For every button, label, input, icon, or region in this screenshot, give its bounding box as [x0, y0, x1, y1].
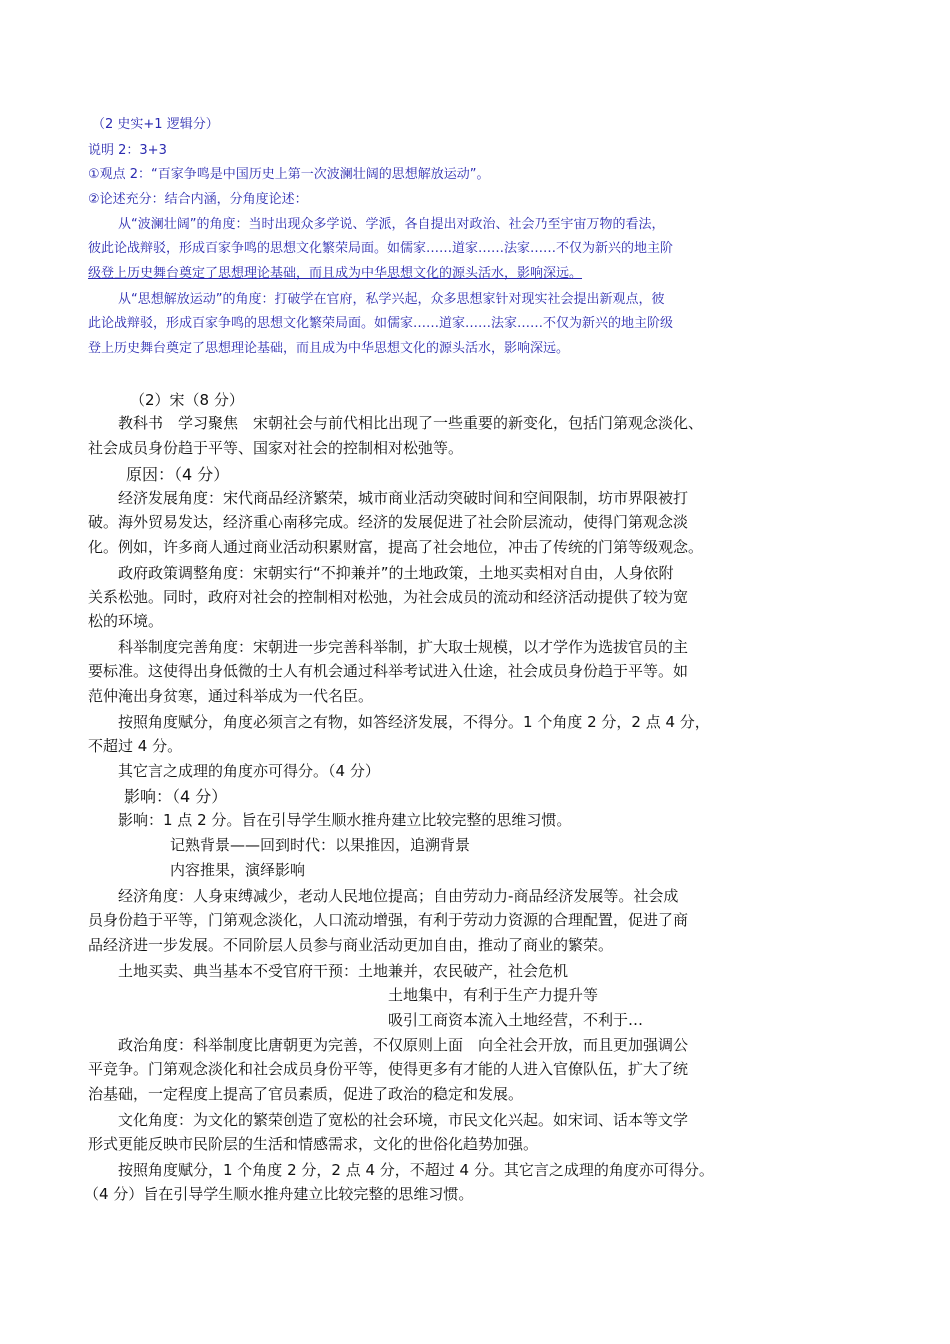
cause-title: 原因：（4 分）: [126, 465, 230, 484]
score2-line: （4 分）旨在引导学生顺水推舟建立比较完整的思维习惯。: [84, 1185, 474, 1203]
econ-line: 破。海外贸易发达，经济重心南移完成。经济的发展促进了社会阶层流动，使得门第观念淡: [88, 513, 689, 531]
culture-line: 形式更能反映市民阶层的生活和情感需求，文化的世俗化趋势加强。: [88, 1135, 539, 1153]
policy-line: 政府政策调整角度：宋朝实行“不抑兼并”的土地政策，土地买卖相对自由，人身依附: [118, 564, 674, 582]
econ2-line: 员身份趋于平等，门第观念淡化，人口流动增强，有利于劳动力资源的合理配置，促进了商: [88, 911, 689, 929]
econ-line: 经济发展角度：宋代商品经济繁荣，城市商业活动突破时间和空间限制，坊市界限被打: [118, 489, 689, 507]
focus-line: 教科书 学习聚焦 宋朝社会与前代相比出现了一些重要的新变化，包括门第观念淡化、: [118, 414, 704, 432]
para2-line: 从“思想解放运动”的角度：打破学在官府，私学兴起，众多思想家针对现实社会提出新观点，彼: [118, 292, 665, 307]
para2-line: 此论战辩驳，形成百家争鸣的思想文化繁荣局面。如儒家……道家……法家……不仅为新兴的地主阶级: [88, 316, 674, 331]
exam-line: 范仲淹出身贫寒，通过科举成为一代名臣。: [88, 687, 374, 705]
land-line: 吸引工商资本流入土地经营，不利于…: [388, 1011, 644, 1029]
land-line: 土地集中，有利于生产力提升等: [388, 986, 599, 1004]
exam-line: 科举制度完善角度：宋朝进一步完善科举制，扩大取士规模，以才学作为选拔官员的主: [118, 638, 689, 656]
exam-line: 要标准。这使得出身低微的士人有机会通过科举考试进入仕途，社会成员身份趋于平等。如: [88, 662, 689, 680]
para2-line: 登上历史舞台奠定了思想理论基础，而且成为中华思想文化的源头活水，影响深远。: [88, 341, 570, 356]
explain-line: 说明 2：3+3: [88, 143, 167, 158]
method-line: 记熟背景——回到时代：以果推因，追溯背景: [170, 836, 471, 854]
impact-intro: 影响：1 点 2 分。旨在引导学生顺水推舟建立比较完整的思维习惯。: [118, 811, 572, 829]
econ2-line: 经济角度：人身束缚减少，老动人民地位提高；自由劳动力-商品经济发展等。社会成: [118, 887, 679, 905]
method-line: 内容推果，演绎影响: [170, 861, 306, 879]
land-line: 土地买卖、典当基本不受官府干预：土地兼并，农民破产，社会危机: [118, 962, 569, 980]
section-heading: （2）宋（8 分）: [130, 391, 244, 409]
econ-line: 化。例如，许多商人通过商业活动积累财富，提高了社会地位，冲击了传统的门第等级观念。: [88, 538, 704, 556]
impact-title: 影响：（4 分）: [124, 787, 228, 806]
policy-line: 关系松弛。同时，政府对社会的控制相对松弛，为社会成员的流动和经济活动提供了较为宽: [88, 588, 689, 606]
econ2-line: 品经济进一步发展。不同阶层人员参与商业活动更加自由，推动了商业的繁荣。: [88, 936, 614, 954]
focus-line: 社会成员身份趋于平等、国家对社会的控制相对松弛等。: [88, 439, 464, 457]
culture-line: 文化角度：为文化的繁荣创造了宽松的社会环境，市民文化兴起。如宋词、话本等文学: [118, 1111, 689, 1129]
score1-line: 不超过 4 分。: [88, 737, 183, 755]
para1-line: 从“波澜壮阔”的角度：当时出现众多学说、学派，各自提出对政治、社会乃至宇宙万物的看法，: [118, 217, 665, 232]
politics-line: 治基础，一定程度上提高了官员素质，促进了政治的稳定和发展。: [88, 1085, 524, 1103]
para1-line: 彼此论战辩驳，形成百家争鸣的思想文化繁荣局面。如儒家……道家……法家……不仅为新兴的地主阶: [88, 241, 674, 256]
score1-line: 按照角度赋分，角度必须言之有物，如答经济发展，不得分。1 个角度 2 分，2 点 4 分，: [118, 713, 710, 731]
policy-line: 松的环境。: [88, 612, 164, 630]
politics-line: 政治角度：科举制度比唐朝更为完善，不仅原则上面 向全社会开放，而且更加强调公: [118, 1036, 689, 1054]
para1-line: 级登上历史舞台奠定了思想理论基础，而且成为中华思想文化的源头活水，影响深远。: [88, 266, 583, 281]
viewpoint-line: ①观点 2：“百家争鸣是中国历史上第一次波澜壮阔的思想解放运动”。: [88, 167, 490, 182]
other1-line: 其它言之成理的角度亦可得分。（4 分）: [118, 762, 380, 780]
score-note: （2 史实+1 逻辑分）: [92, 117, 219, 132]
argument-line: ②论述充分：结合内涵，分角度论述：: [88, 192, 308, 207]
score2-line: 按照角度赋分，1 个角度 2 分，2 点 4 分，不超过 4 分。其它言之成理的角度亦可得分。: [118, 1161, 714, 1179]
politics-line: 平竞争。门第观念淡化和社会成员身份平等，使得更多有才能的人进入官僚队伍，扩大了统: [88, 1060, 689, 1078]
